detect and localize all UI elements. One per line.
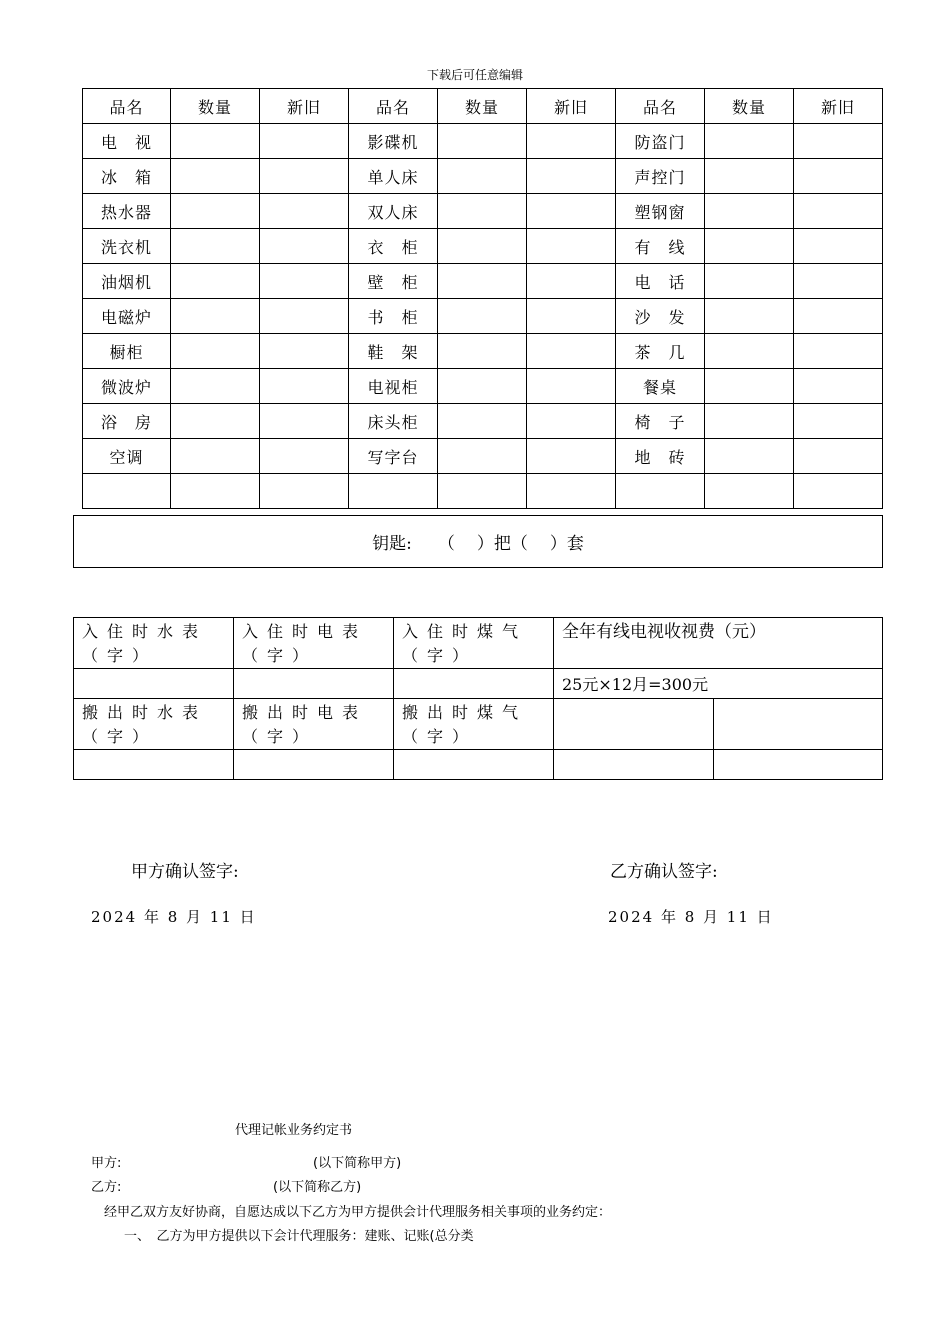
item-name: 鞋 架 [349,334,438,369]
item-name: 写字台 [349,439,438,474]
item-name: 微波炉 [83,369,171,404]
party-a-line-suffix: (以下简称甲方) [313,1156,402,1171]
item-name: 床头柜 [349,404,438,439]
condition-cell[interactable] [794,124,883,159]
quantity-cell[interactable] [171,124,260,159]
table-row [83,124,883,159]
quantity-cell[interactable] [438,404,527,439]
cable-fee-label: 全年有线电视收视费（元） [554,618,883,669]
header-note: 下载后可任意编辑 [426,68,523,82]
quantity-cell[interactable] [705,334,794,369]
water-out-label: 搬出时水表（字） [74,699,234,750]
item-name: 洗衣机 [83,229,171,264]
item-name: 热水器 [83,194,171,229]
item-name: 衣 柜 [349,229,438,264]
quantity-cell[interactable] [438,474,527,509]
gas-out-value[interactable] [394,750,554,780]
inventory-header-cell: 新旧 [527,89,616,124]
item-name: 电 视 [83,124,171,159]
item-name: 浴 房 [83,404,171,439]
quantity-cell[interactable] [705,299,794,334]
blank-cell[interactable] [714,699,883,750]
blank-cell[interactable] [714,750,883,780]
item-name: 茶 几 [616,334,705,369]
quantity-cell[interactable] [705,264,794,299]
quantity-cell[interactable] [438,369,527,404]
table-row [83,439,883,474]
condition-cell[interactable] [527,264,616,299]
table-row [83,369,883,404]
elec-out-value[interactable] [234,750,394,780]
keys-end: ）套 [549,534,584,554]
condition-cell[interactable] [527,439,616,474]
table-row [83,194,883,229]
condition-cell[interactable] [527,369,616,404]
item-name: 沙 发 [616,299,705,334]
condition-cell[interactable] [527,474,616,509]
quantity-cell[interactable] [705,404,794,439]
keys-open: （ [437,534,455,554]
condition-cell[interactable] [794,159,883,194]
inventory-header-cell: 品名 [349,89,438,124]
keys-row [73,515,883,568]
party-b-line-suffix: (以下简称乙方) [273,1180,362,1195]
item-name: 餐桌 [616,369,705,404]
item-name: 书 柜 [349,299,438,334]
quantity-cell[interactable] [438,229,527,264]
gas-in-value[interactable] [394,669,554,699]
condition-cell[interactable] [527,334,616,369]
quantity-cell[interactable] [171,369,260,404]
quantity-cell[interactable] [438,264,527,299]
inventory-header-row [83,89,883,124]
condition-cell[interactable] [527,194,616,229]
condition-cell[interactable] [794,404,883,439]
inventory-header-cell: 品名 [616,89,705,124]
condition-cell[interactable] [260,159,349,194]
table-row [83,474,883,509]
quantity-cell[interactable] [705,194,794,229]
quantity-cell[interactable] [705,474,794,509]
item-name: 双人床 [349,194,438,229]
blank-cell[interactable] [554,750,714,780]
table-row [83,159,883,194]
quantity-cell[interactable] [171,264,260,299]
table-row [83,404,883,439]
item-name [616,474,705,509]
item-name: 塑钢窗 [616,194,705,229]
condition-cell[interactable] [260,194,349,229]
item-name: 影碟机 [349,124,438,159]
condition-cell[interactable] [260,299,349,334]
condition-cell[interactable] [794,264,883,299]
quantity-cell[interactable] [171,229,260,264]
quantity-cell[interactable] [171,474,260,509]
doc-intro: 经甲乙双方友好协商，自愿达成以下乙方为甲方提供会计代理服务相关事项的业务约定： [104,1205,612,1220]
quantity-cell[interactable] [438,299,527,334]
item-name: 声控门 [616,159,705,194]
quantity-cell[interactable] [171,299,260,334]
inventory-table [82,88,883,509]
quantity-cell[interactable] [171,334,260,369]
gas-out-label: 搬出时煤气（字） [394,699,554,750]
item-name: 防盗门 [616,124,705,159]
table-row [83,299,883,334]
condition-cell[interactable] [527,404,616,439]
party-a-signature-label: 甲方确认签字: [131,862,239,882]
doc-title: 代理记帐业务约定书 [235,1123,353,1138]
condition-cell[interactable] [794,474,883,509]
condition-cell[interactable] [794,439,883,474]
condition-cell[interactable] [527,229,616,264]
quantity-cell[interactable] [705,439,794,474]
party-b-date: 2024 年 8 月 11 日 [608,908,774,926]
quantity-cell[interactable] [171,404,260,439]
item-name [83,474,171,509]
condition-cell[interactable] [260,124,349,159]
quantity-cell[interactable] [438,159,527,194]
table-row [83,229,883,264]
condition-cell[interactable] [260,229,349,264]
gas-in-label: 入住时煤气（字） [394,618,554,669]
table-row [83,334,883,369]
condition-cell[interactable] [794,194,883,229]
quantity-cell[interactable] [705,124,794,159]
quantity-cell[interactable] [705,159,794,194]
item-name: 有 线 [616,229,705,264]
condition-cell[interactable] [527,159,616,194]
quantity-cell[interactable] [438,439,527,474]
condition-cell[interactable] [794,369,883,404]
condition-cell[interactable] [527,299,616,334]
party-a-date: 2024 年 8 月 11 日 [91,908,257,926]
condition-cell[interactable] [260,474,349,509]
water-in-value[interactable] [74,669,234,699]
item-name: 电 话 [616,264,705,299]
quantity-cell[interactable] [705,369,794,404]
item-name: 冰 箱 [83,159,171,194]
keys-label: 钥匙: [372,534,412,554]
inventory-header-cell: 数量 [438,89,527,124]
condition-cell[interactable] [794,299,883,334]
quantity-cell[interactable] [171,439,260,474]
item-name: 地 砖 [616,439,705,474]
elec-in-value[interactable] [234,669,394,699]
quantity-cell[interactable] [705,229,794,264]
item-name: 油烟机 [83,264,171,299]
condition-cell[interactable] [260,334,349,369]
doc-item-1: 一、 乙方为甲方提供以下会计代理服务：建账、记账(总分类 [124,1229,474,1244]
condition-cell[interactable] [260,439,349,474]
water-in-label: 入住时水表（字） [74,618,234,669]
party-b-line-label: 乙方: [91,1180,122,1195]
item-name: 电视柜 [349,369,438,404]
item-name: 壁 柜 [349,264,438,299]
table-row [83,264,883,299]
quantity-cell[interactable] [171,159,260,194]
condition-cell[interactable] [260,369,349,404]
water-out-value[interactable] [74,750,234,780]
item-name: 单人床 [349,159,438,194]
item-name: 电磁炉 [83,299,171,334]
elec-out-label: 搬出时电表（字） [234,699,394,750]
quantity-cell[interactable] [438,334,527,369]
condition-cell[interactable] [794,229,883,264]
inventory-header-cell: 新旧 [260,89,349,124]
cable-calc: 25元×12月=300元 [554,669,883,699]
party-b-signature-label: 乙方确认签字: [610,862,718,882]
elec-in-label: 入住时电表（字） [234,618,394,669]
inventory-header-cell: 新旧 [794,89,883,124]
inventory-header-cell: 数量 [171,89,260,124]
quantity-cell[interactable] [171,194,260,229]
meter-table [73,617,883,780]
item-name: 橱柜 [83,334,171,369]
quantity-cell[interactable] [438,194,527,229]
blank-cell[interactable] [554,699,714,750]
condition-cell[interactable] [794,334,883,369]
inventory-header-cell: 品名 [83,89,171,124]
inventory-header-cell: 数量 [705,89,794,124]
quantity-cell[interactable] [438,124,527,159]
item-name: 空调 [83,439,171,474]
condition-cell[interactable] [260,404,349,439]
condition-cell[interactable] [527,124,616,159]
keys-mid: ）把（ [476,534,528,554]
item-name [349,474,438,509]
item-name: 椅 子 [616,404,705,439]
party-a-line-label: 甲方: [91,1156,122,1171]
condition-cell[interactable] [260,264,349,299]
